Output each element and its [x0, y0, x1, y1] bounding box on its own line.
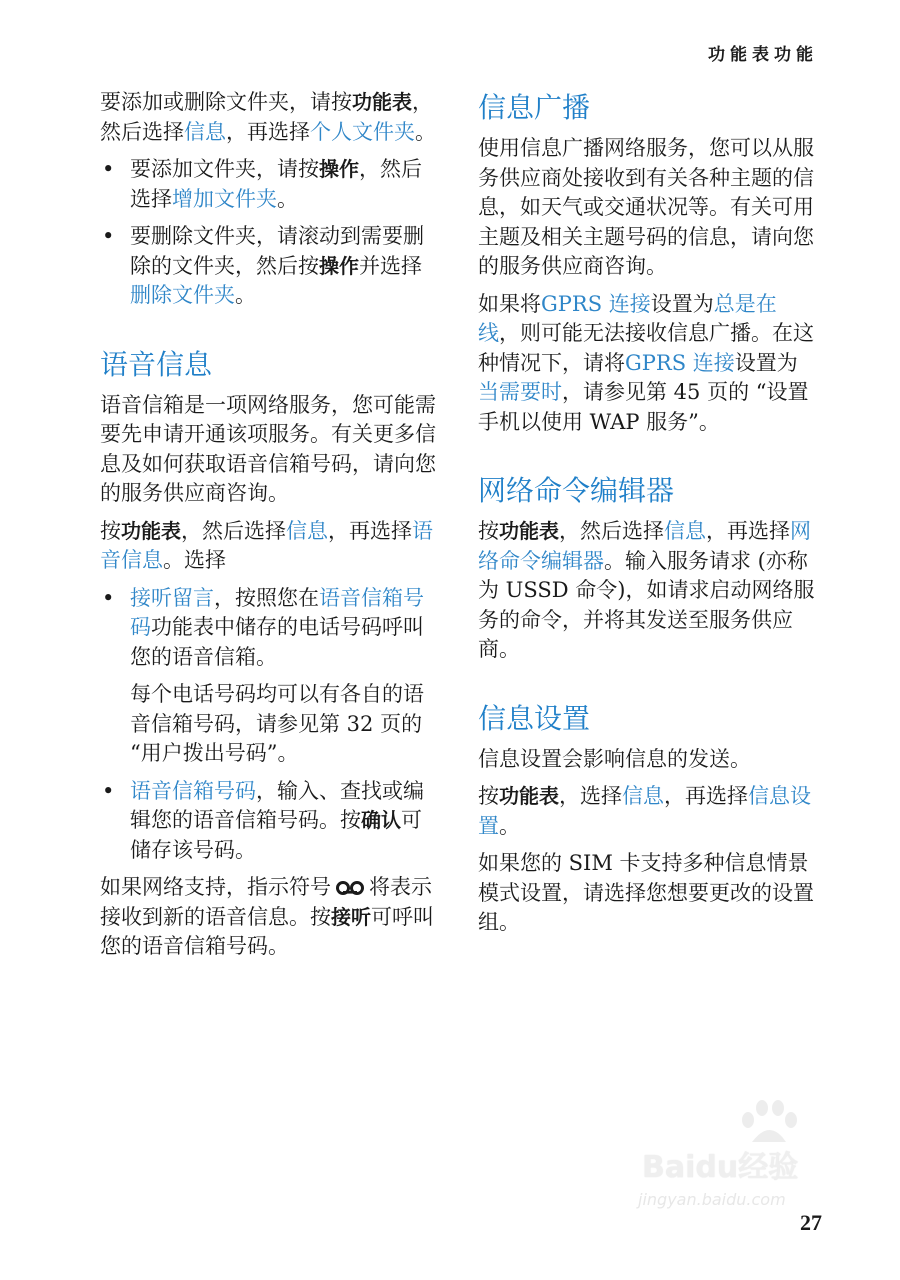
- broadcast-heading: 信息广播: [478, 91, 591, 124]
- right-column: [478, 88, 818, 946]
- broadcast-intro: 使用信息广播网络服务，您可以从服务供应商处接收到有关各种主题的信息，如天气或交通状况等。有关可用主题及相关主题号码的信息，请向您的服务供应商咨询。: [478, 136, 814, 278]
- list-item: • 接听留言，按照您在语音信箱号码功能表中储存的电话号码呼叫您的语音信箱。: [102, 585, 424, 669]
- link-gprs-connection[interactable]: GPRS 连接: [625, 350, 735, 375]
- broadcast-gprs-note: 如果将GPRS 连接设置为总是在线，则可能无法接收信息广播。在这种情况下，请将GPRS 连接设置为当需要时，请参见第 45 页的 “设置手机以使用 WAP 服务”。: [478, 291, 814, 434]
- settings-heading: 信息设置: [478, 701, 591, 735]
- link-when-needed[interactable]: 当需要时: [478, 380, 562, 404]
- folder-bullets: [100, 155, 438, 311]
- link-messages[interactable]: 信息: [184, 119, 226, 144]
- paw-logo-icon: [734, 1098, 804, 1148]
- watermark-brand: Baidu经验: [642, 1150, 799, 1185]
- page-number: 27: [800, 1210, 822, 1235]
- commands-heading: 网络命令编辑器: [478, 474, 675, 507]
- voicemail-icon: [335, 880, 365, 896]
- left-column: [100, 88, 438, 970]
- link-personal-folders[interactable]: 个人文件夹: [310, 119, 415, 144]
- link-add-folder[interactable]: 增加文件夹: [172, 186, 277, 211]
- voicemail-bullets: [100, 584, 438, 673]
- link-messages[interactable]: 信息: [622, 784, 664, 808]
- link-always-online[interactable]: 总是在线: [478, 291, 777, 345]
- link-gprs-connection[interactable]: GPRS 连接: [541, 291, 651, 316]
- commands-instructions: 按功能表，然后选择信息，再选择网络命令编辑器。输入服务请求 (亦称为 USSD 命令)，如请求启动网络服务的命令，并将其发送至服务供应商。: [478, 519, 815, 661]
- voicemail-note: 每个电话号码均可以有各自的语音信箱号码，请参见第 32 页的 “用户拨出号码”。: [130, 682, 424, 765]
- settings-intro: 信息设置会影响信息的发送。: [478, 746, 751, 771]
- link-listen-to-voice-messages[interactable]: 接听留言: [130, 585, 214, 610]
- list-item: • 要添加文件夹，请按操作，然后选择增加文件夹。: [102, 157, 422, 211]
- link-voice-mailbox-number[interactable]: 语音信箱号码: [130, 585, 424, 639]
- voicemail-heading: 语音信息: [100, 347, 213, 381]
- baidu-watermark: [630, 1098, 840, 1218]
- voicemail-intro: 语音信箱是一项网络服务，您可能需要先申请开通该项服务。有关更多信息及如何获取语音信箱号码，请向您的服务供应商咨询。: [100, 392, 436, 505]
- link-delete-folder[interactable]: 删除文件夹: [130, 283, 235, 307]
- folder-intro: 要添加或删除文件夹，请按功能表，然后选择信息，再选择个人文件夹。: [100, 90, 436, 144]
- voicemail-indicator-note: 如果网络支持，指示符号 将表示接收到新的语音信息。按接听可呼叫您的语音信箱号码。: [100, 875, 434, 958]
- link-voice-messages[interactable]: 语音信息: [100, 518, 433, 572]
- voicemail-bullets-2: [100, 777, 438, 866]
- list-item: • 语音信箱号码，输入、查找或编辑您的语音信箱号码。按确认可储存该号码。: [102, 778, 424, 862]
- link-message-settings[interactable]: 信息设置: [478, 784, 811, 838]
- link-messages[interactable]: 信息: [664, 519, 706, 543]
- settings-instructions: 按功能表，选择信息，再选择信息设置。: [478, 784, 811, 838]
- link-voice-mailbox-number[interactable]: 语音信箱号码: [130, 778, 256, 803]
- link-service-command-editor[interactable]: 网络命令编辑器: [478, 519, 811, 573]
- voicemail-instructions: 按功能表，然后选择信息，再选择语音信息。选择: [100, 518, 433, 572]
- settings-sim-note: 如果您的 SIM 卡支持多种信息情景模式设置，请选择您想要更改的设置组。: [478, 851, 814, 934]
- running-header: 功能表功能: [708, 45, 818, 65]
- watermark-url: jingyan.baidu.com: [638, 1190, 786, 1209]
- list-item: • 要删除文件夹，请滚动到需要删除的文件夹，然后按操作并选择删除文件夹。: [102, 224, 424, 307]
- link-messages[interactable]: 信息: [286, 518, 328, 543]
